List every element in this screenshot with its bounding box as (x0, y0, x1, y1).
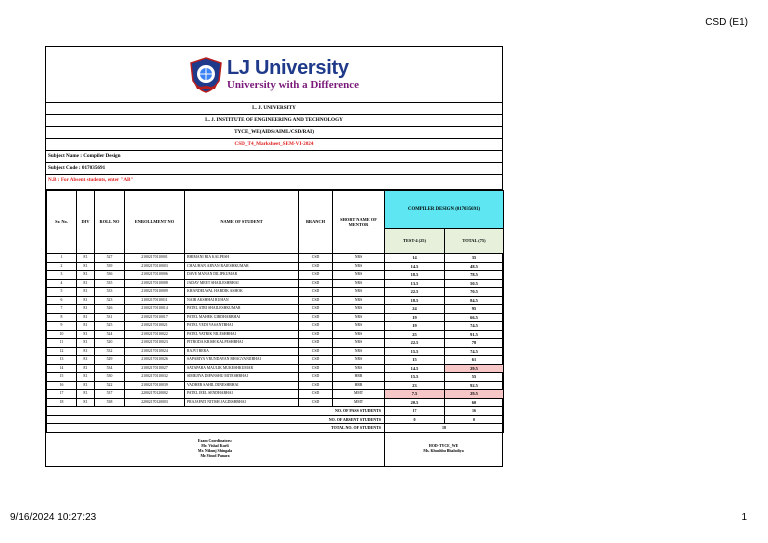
total-cell: 50.5 (445, 279, 504, 288)
enrollment-cell: 21002170110039 (125, 381, 185, 390)
div-cell: E1 (77, 288, 95, 297)
pass-students-test: 17 (385, 407, 445, 416)
mentor-cell: NRS (333, 330, 385, 339)
branch-cell: CSD (299, 279, 333, 288)
table-row (47, 364, 504, 373)
sr-no-cell: 12 (47, 347, 77, 356)
sr-no-cell: 15 (47, 373, 77, 382)
student-name-cell: BHIMANI RIA KALPESH (185, 254, 299, 263)
student-name-cell: SIMEJIYA DIPANSHU MITESHBHAI (185, 373, 299, 382)
test-4-cell: 20.5 (385, 398, 445, 407)
total-students-value: 18 (385, 424, 504, 433)
div-cell: E1 (77, 356, 95, 365)
div-cell: E1 (77, 381, 95, 390)
branch-cell: CSD (299, 347, 333, 356)
student-name-cell: KHANDELWAL HARDIK ASHOK (185, 288, 299, 297)
student-name-cell: PATEL VEDI VASANTBHAI (185, 322, 299, 331)
table-row (47, 356, 504, 365)
branch-cell: CSD (299, 254, 333, 263)
table-row (47, 279, 504, 288)
total-cell: 66.5 (445, 313, 504, 322)
test-4-cell: 19 (385, 313, 445, 322)
table-row (47, 313, 504, 322)
enrollment-cell: 21002170110011 (125, 296, 185, 305)
roll-no-cell: 536 (95, 271, 125, 280)
total-cell: 74.5 (445, 322, 504, 331)
roll-no-cell: 524 (95, 330, 125, 339)
student-name-cell: PATEL YATRIK NILESHBHAI (185, 330, 299, 339)
enrollment-cell: 21002170110023 (125, 339, 185, 348)
div-cell: E1 (77, 339, 95, 348)
roll-no-cell: 531 (95, 313, 125, 322)
logo-area (46, 47, 502, 103)
total-cell: 61 (445, 356, 504, 365)
marksheet (45, 46, 503, 467)
test-4-cell: 22.5 (385, 288, 445, 297)
absent-students-label: NO. OF ABSENT STUDENTS (47, 415, 385, 424)
total-cell: 84.5 (445, 296, 504, 305)
total-cell: 78.5 (445, 271, 504, 280)
mentor-cell: NRS (333, 313, 385, 322)
roll-no-cell: 538 (95, 398, 125, 407)
div-cell: E1 (77, 390, 95, 399)
test-4-cell: 7.5 (385, 390, 445, 399)
div-cell: E1 (77, 330, 95, 339)
sr-no-cell: 9 (47, 322, 77, 331)
enrollment-cell: 21002170110017 (125, 313, 185, 322)
sr-no-cell: 8 (47, 313, 77, 322)
test-4-cell: 18.5 (385, 296, 445, 305)
exam-coordinators (46, 433, 385, 466)
sr-no-cell: 11 (47, 339, 77, 348)
mentor-cell: NRS (333, 347, 385, 356)
institute-title: L. J. INSTITUTE OF ENGINEERING AND TECHNOLOGY (46, 115, 502, 127)
coordinator-name: Mr. Nikunj Shingala (197, 449, 233, 453)
mentor-cell: HRR (333, 381, 385, 390)
table-row (47, 254, 504, 263)
sr-no-cell: 1 (47, 254, 77, 263)
logo-name: LJ University (226, 57, 349, 79)
header-test-4: TEST-4 (25) (385, 229, 445, 254)
sr-no-cell: 16 (47, 381, 77, 390)
test-4-cell: 18.5 (385, 271, 445, 280)
mentor-cell: NRS (333, 262, 385, 271)
branch-cell: CSD (299, 271, 333, 280)
branch-cell: CSD (299, 364, 333, 373)
roll-no-cell: 529 (95, 356, 125, 365)
mentor-cell: NRS (333, 271, 385, 280)
test-4-cell: 15.5 (385, 347, 445, 356)
roll-no-cell: 527 (95, 254, 125, 263)
table-row (47, 296, 504, 305)
header-student-name: NAME OF STUDENT (185, 191, 299, 254)
hod-title: HOD-TYCE_WE (428, 444, 459, 448)
absent-students-total: 0 (445, 415, 504, 424)
table-row (47, 262, 504, 271)
test-4-cell: 15 (385, 356, 445, 365)
branch-cell: CSD (299, 373, 333, 382)
student-name-cell: PATEL MAHEK GIRDHARBHAI (185, 313, 299, 322)
enrollment-cell: 21002170110008 (125, 279, 185, 288)
div-cell: E1 (77, 296, 95, 305)
test-4-cell: 14.5 (385, 364, 445, 373)
enrollment-cell: 21002170110006 (125, 271, 185, 280)
enrollment-cell: 21002170110003 (125, 262, 185, 271)
student-name-cell: JADAV MEET SHAILESHBHAI (185, 279, 299, 288)
mentor-cell: NRS (333, 288, 385, 297)
mentor-cell: NRS (333, 339, 385, 348)
enrollment-cell: 21002170110001 (125, 254, 185, 263)
total-cell: 60 (445, 398, 504, 407)
enrollment-cell: 21002170110032 (125, 373, 185, 382)
sr-no-cell: 14 (47, 364, 77, 373)
crest-icon (189, 57, 223, 93)
student-name-cell: NAIR AKSHHAI RUHAN (185, 296, 299, 305)
branch-cell: CSD (299, 330, 333, 339)
logo-tagline: University with a Difference (226, 79, 360, 91)
test-4-cell: 14 (385, 254, 445, 263)
div-cell: E1 (77, 313, 95, 322)
mentor-cell: MMT (333, 398, 385, 407)
branch-cell: CSD (299, 390, 333, 399)
marks-table (46, 190, 504, 433)
mentor-cell: NRS (333, 322, 385, 331)
table-row (47, 339, 504, 348)
table-row (47, 322, 504, 331)
test-4-cell: 14.5 (385, 262, 445, 271)
student-name-cell: CHAUHAN ARYAN RAJESHKUMAR (185, 262, 299, 271)
enrollment-cell: 21002170110026 (125, 356, 185, 365)
branch-cell: CSD (299, 313, 333, 322)
student-name-cell: PRAJAPATI NITISH JAGDISHBHAI (185, 398, 299, 407)
enrollment-cell: 21002170110021 (125, 322, 185, 331)
table-row (47, 271, 504, 280)
university-title: L. J. UNIVERSITY (46, 103, 502, 115)
subject-code: Subject Code : 017035691 (46, 163, 502, 175)
pass-students-total: 16 (445, 407, 504, 416)
student-name-cell: SAPARIYA VRUNDAVAN BHAGVANJIBHAI (185, 356, 299, 365)
sr-no-cell: 7 (47, 305, 77, 314)
hod-name: Ms. Khushbu Bhalodiya (423, 449, 464, 453)
div-cell: E1 (77, 322, 95, 331)
total-cell: 74.5 (445, 347, 504, 356)
mentor-cell: HRR (333, 373, 385, 382)
total-cell: 70.5 (445, 288, 504, 297)
header-total: TOTAL (75) (445, 229, 504, 254)
div-cell: E1 (77, 398, 95, 407)
pass-students-label: NO. OF PASS STUDENTS (47, 407, 385, 416)
branch-cell: CSD (299, 339, 333, 348)
total-cell: 95 (445, 305, 504, 314)
mentor-cell: NRS (333, 296, 385, 305)
sr-no-cell: 10 (47, 330, 77, 339)
page-header-label: CSD (E1) (705, 17, 748, 28)
branch-cell: CSD (299, 296, 333, 305)
total-cell: 35 (445, 254, 504, 263)
test-4-cell: 19 (385, 322, 445, 331)
footer-page-number: 1 (741, 512, 747, 523)
university-logo (189, 57, 359, 93)
div-cell: E1 (77, 364, 95, 373)
div-cell: E1 (77, 254, 95, 263)
table-row (47, 373, 504, 382)
test-4-cell: 13.5 (385, 279, 445, 288)
roll-no-cell: 532 (95, 347, 125, 356)
branch-cell: CSD (299, 288, 333, 297)
mentor-cell: NRS (333, 279, 385, 288)
roll-no-cell: 523 (95, 296, 125, 305)
total-cell: 78 (445, 339, 504, 348)
table-row (47, 381, 504, 390)
mentor-cell: NRS (333, 305, 385, 314)
student-name-cell: VADHER SAHIL DINESHBHAI (185, 381, 299, 390)
sr-no-cell: 18 (47, 398, 77, 407)
header-div: DIV (77, 191, 95, 254)
div-cell: E1 (77, 347, 95, 356)
test-4-cell: 15.5 (385, 373, 445, 382)
table-row (47, 288, 504, 297)
branch-cell: CSD (299, 262, 333, 271)
student-name-cell: DAVE MANAN DILIPKUMAR (185, 271, 299, 280)
roll-no-cell: 530 (95, 373, 125, 382)
coordinators-heading: Exam Coordinators: (197, 439, 233, 443)
sr-no-cell: 13 (47, 356, 77, 365)
div-cell: E1 (77, 305, 95, 314)
student-name-cell: PITRODA KRISH KALPESHBHAI (185, 339, 299, 348)
header-roll-no: ROLL NO (95, 191, 125, 254)
signatures-row (46, 433, 502, 466)
mentor-cell: NRS (333, 356, 385, 365)
student-name-cell: PATEL ATRI SHAILESHKUMAR (185, 305, 299, 314)
header-subject: COMPILER DESIGN (017035691) (385, 191, 504, 229)
marks-table-body (47, 254, 504, 407)
test-4-cell: 22.5 (385, 339, 445, 348)
absent-students-test: 0 (385, 415, 445, 424)
total-students-label: TOTAL NO. OF STUDENTS (47, 424, 385, 433)
footer-timestamp: 9/16/2024 10:27:23 (10, 512, 97, 523)
enrollment-cell: 22002170120003 (125, 398, 185, 407)
roll-no-cell: 526 (95, 305, 125, 314)
roll-no-cell: 539 (95, 262, 125, 271)
mentor-cell: NRS (333, 254, 385, 263)
mentor-cell: NRS (333, 364, 385, 373)
div-cell: E1 (77, 373, 95, 382)
subject-name: Subject Name : Compiler Design (46, 151, 502, 163)
roll-no-cell: 522 (95, 381, 125, 390)
sr-no-cell: 5 (47, 288, 77, 297)
total-cell: 29.5 (445, 390, 504, 399)
sr-no-cell: 3 (47, 271, 77, 280)
test-4-cell: 25 (385, 330, 445, 339)
roll-no-cell: 525 (95, 322, 125, 331)
header-mentor: SHORT NAME OF MENTOR (333, 191, 385, 254)
table-row (47, 398, 504, 407)
table-row (47, 330, 504, 339)
total-cell: 92.5 (445, 381, 504, 390)
table-row (47, 347, 504, 356)
total-cell: 48.5 (445, 262, 504, 271)
div-cell: E1 (77, 279, 95, 288)
table-row (47, 305, 504, 314)
student-name-cell: SATAPARA MAULIK MUKESHKUMAR (185, 364, 299, 373)
branch-cell: CSD (299, 398, 333, 407)
enrollment-cell: 21002170110014 (125, 305, 185, 314)
header-sr-no: Sr. No. (47, 191, 77, 254)
div-cell: E1 (77, 262, 95, 271)
student-name-cell: PATEL JEEL SENDHABHAI (185, 390, 299, 399)
roll-no-cell: 537 (95, 390, 125, 399)
student-name-cell: RAJVI BERA (185, 347, 299, 356)
header-enrollment-no: ENROLLMENT NO (125, 191, 185, 254)
enrollment-cell: 21002170110024 (125, 347, 185, 356)
roll-no-cell: 520 (95, 339, 125, 348)
sr-no-cell: 4 (47, 279, 77, 288)
marksheet-title: CSD_T4_Marksheet_SEM-VI-2024 (46, 139, 502, 151)
roll-no-cell: 535 (95, 279, 125, 288)
sr-no-cell: 6 (47, 296, 77, 305)
branch-cell: CSD (299, 305, 333, 314)
header-branch: BRANCH (299, 191, 333, 254)
coordinator-name: Mr.Vinod Panara (200, 454, 230, 458)
test-4-cell: 24 (385, 305, 445, 314)
total-cell: 91.5 (445, 330, 504, 339)
enrollment-cell: 21002170110009 (125, 288, 185, 297)
test-4-cell: 23 (385, 381, 445, 390)
roll-no-cell: 534 (95, 364, 125, 373)
mentor-cell: MMT (333, 390, 385, 399)
sr-no-cell: 17 (47, 390, 77, 399)
enrollment-cell: 21002170110027 (125, 364, 185, 373)
branch-cell: CSD (299, 356, 333, 365)
program-title: TYCE_WE(AIDS/AIML/CSD/RAI) (46, 127, 502, 139)
coordinator-name: Mr. Vishal Kurli (201, 444, 229, 448)
branch-cell: CSD (299, 381, 333, 390)
branch-cell: CSD (299, 322, 333, 331)
hod-signature (385, 433, 502, 466)
enrollment-cell: 21002170110022 (125, 330, 185, 339)
total-cell: 55 (445, 373, 504, 382)
total-cell: 29.5 (445, 364, 504, 373)
sr-no-cell: 2 (47, 262, 77, 271)
div-cell: E1 (77, 271, 95, 280)
roll-no-cell: 533 (95, 288, 125, 297)
enrollment-cell: 22002170120002 (125, 390, 185, 399)
absent-note: N.B : For Absent students, enter "AB" (46, 175, 502, 190)
table-row (47, 390, 504, 399)
